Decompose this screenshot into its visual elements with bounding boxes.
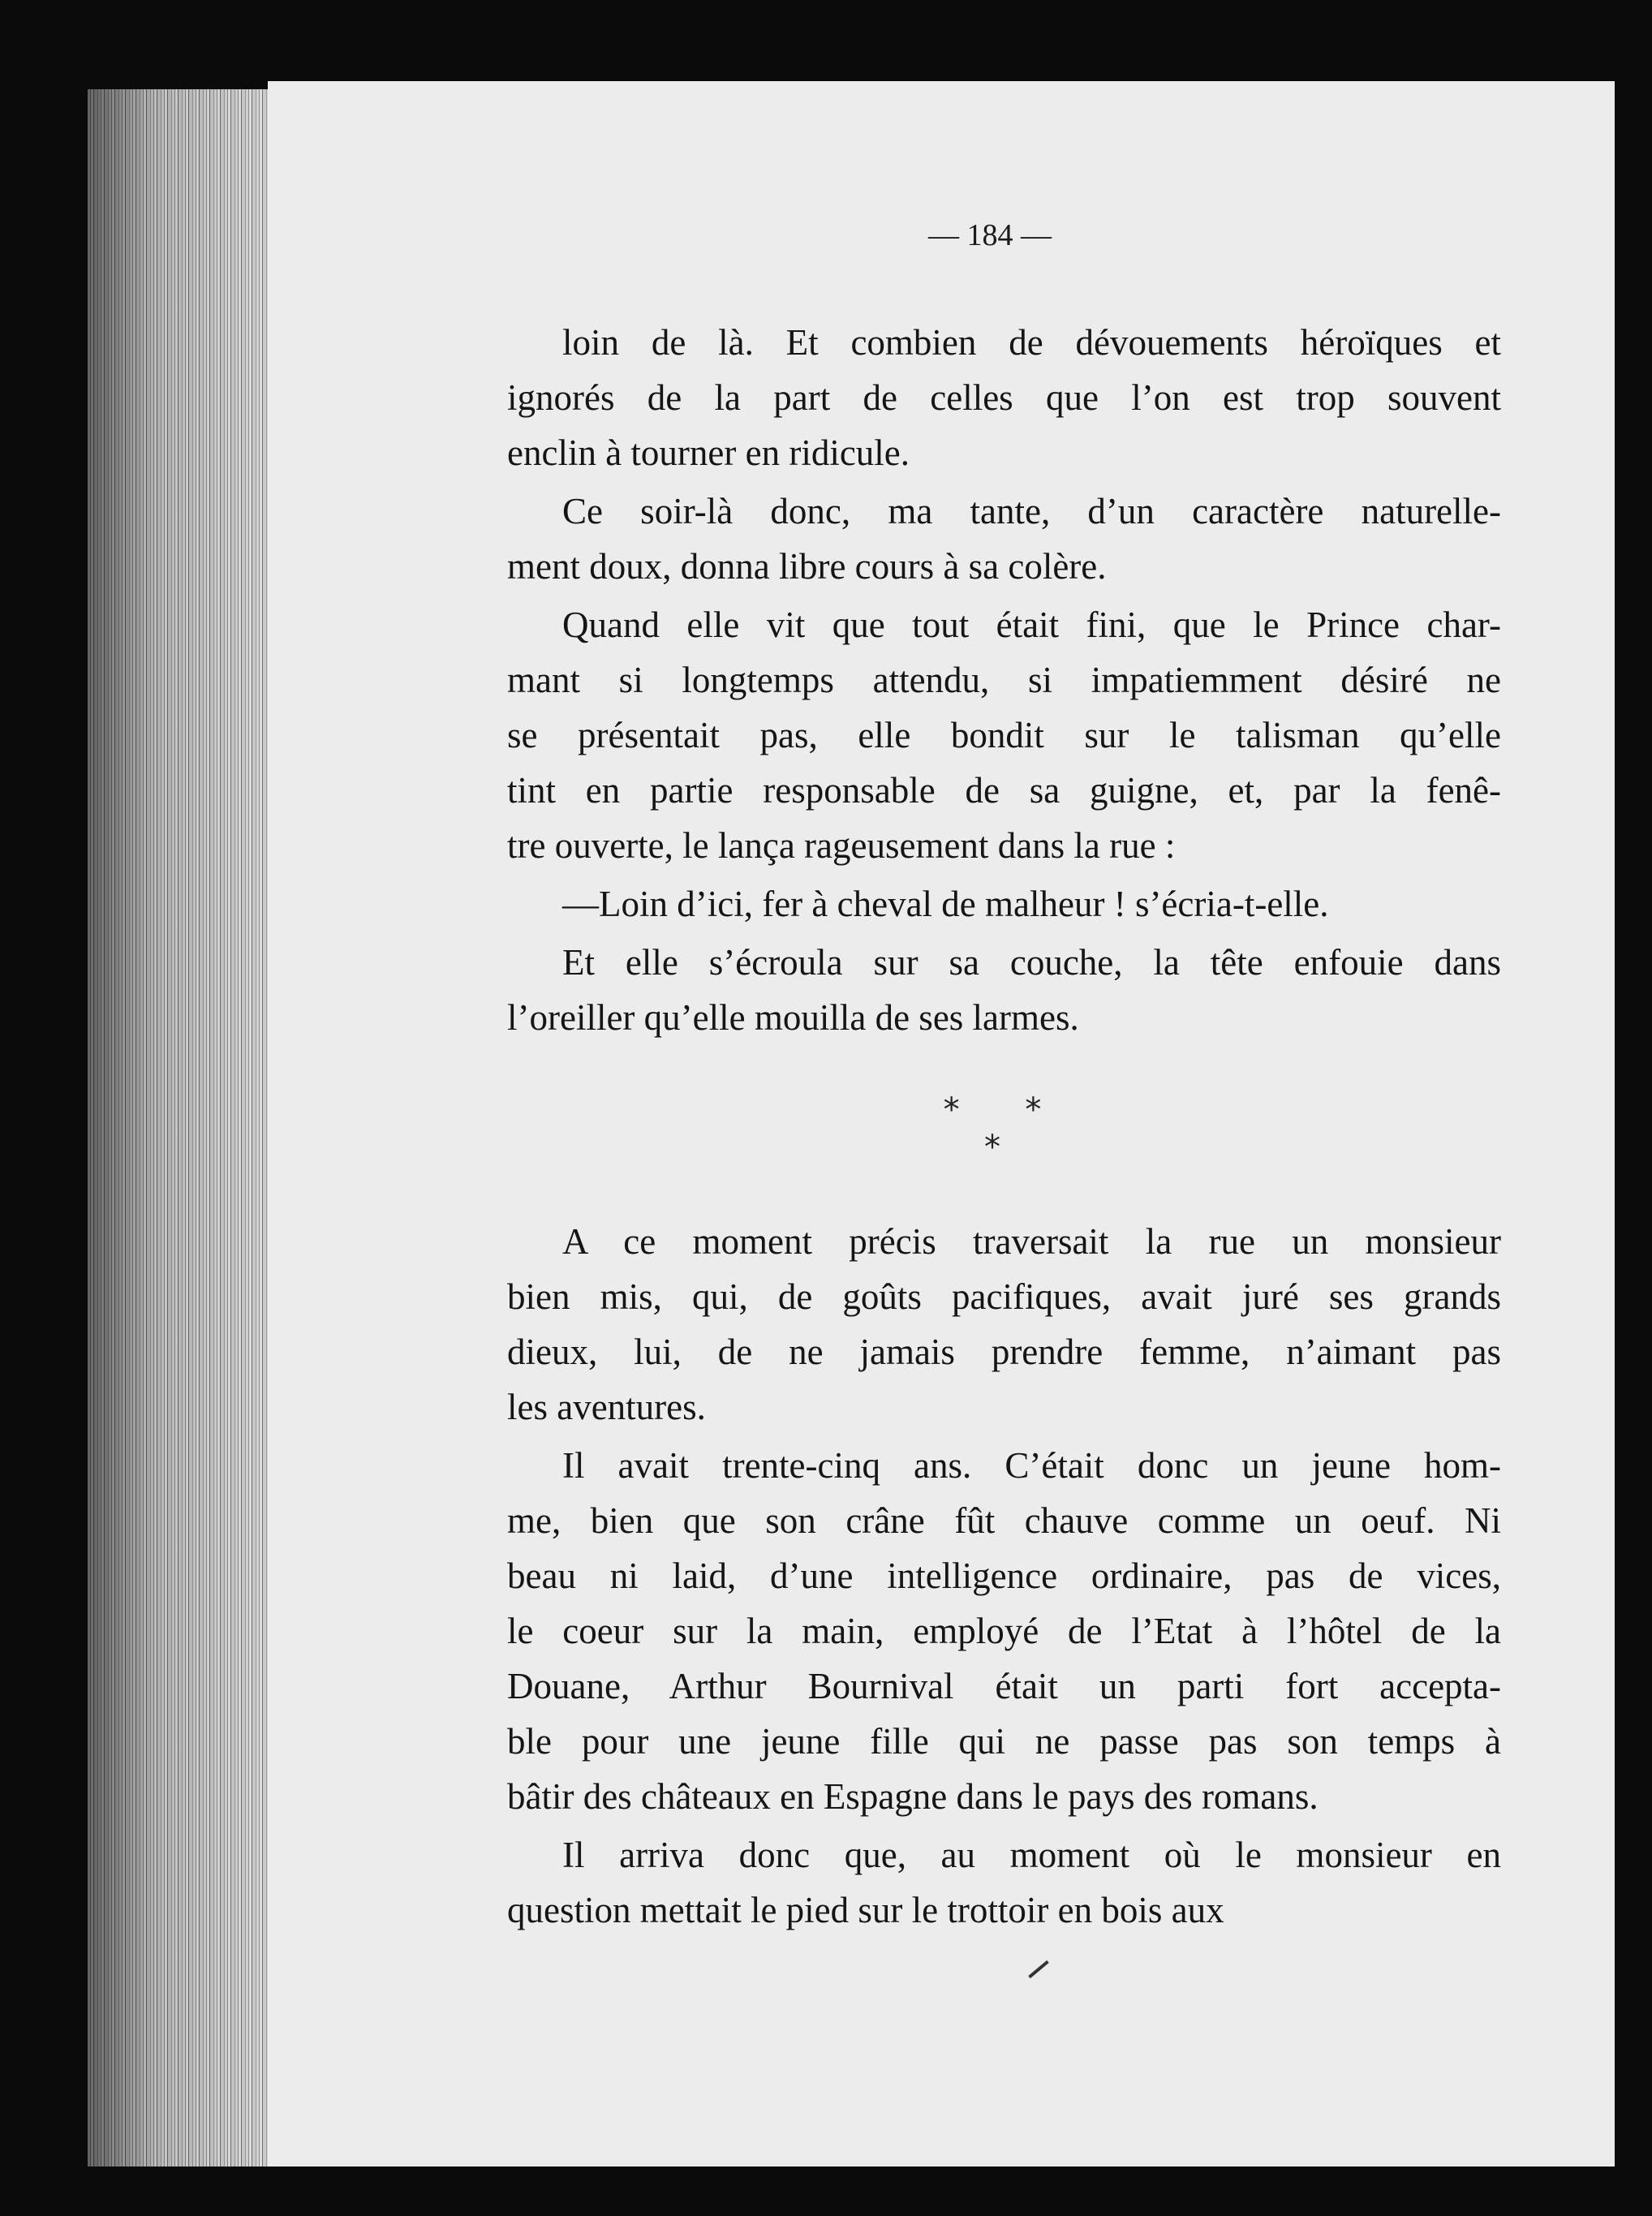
page-number: — 184 — <box>928 218 1052 252</box>
text-line: tre ouverte, le lança rageusement dans la rue : <box>507 825 1176 866</box>
page-edge-shadow <box>88 89 290 2167</box>
text-line: enclin à tourner en ridicule. <box>507 432 910 473</box>
text-line: l’oreiller qu’elle mouilla de ses larmes. <box>507 997 1079 1038</box>
text-line: Douane, Arthur Bournival était un parti fort accepta- <box>507 1666 1501 1706</box>
text-line: bâtir des châteaux en Espagne dans le pays des romans. <box>507 1776 1319 1817</box>
text-line: dieux, lui, de ne jamais prendre femme, n’aimant pas <box>507 1332 1501 1372</box>
text-line: mant si longtemps attendu, si impatiemment désiré ne <box>507 660 1501 700</box>
text-line: Quand elle vit que tout était fini, que le Prince char- <box>562 605 1501 645</box>
text-line: —Loin d’ici, fer à cheval de malheur ! s’écria-t-elle. <box>562 884 1329 924</box>
section-separator: * * * <box>943 1091 1069 1166</box>
text-line: bien mis, qui, de goûts pacifiques, avait juré ses grands <box>507 1276 1501 1317</box>
text-line: ment doux, donna libre cours à sa colère. <box>507 546 1107 587</box>
text-line: Il arriva donc que, au moment où le monsieur en <box>562 1835 1501 1875</box>
text-line: Et elle s’écroula sur sa couche, la tête enfouie dans <box>562 942 1501 983</box>
text-line: loin de là. Et combien de dévouements héroïques et <box>562 322 1501 363</box>
text-line: les aventures. <box>507 1387 706 1427</box>
text-line: le coeur sur la main, employé de l’Etat à l’hôtel de la <box>507 1611 1501 1651</box>
text-line: tint en partie responsable de sa guigne, et, par la fenê- <box>507 770 1501 811</box>
text-line: beau ni laid, d’une intelligence ordinaire, pas de vices, <box>507 1556 1501 1596</box>
text-line: Ce soir-là donc, ma tante, d’un caractère naturelle- <box>562 491 1501 531</box>
text-line: Il avait trente-cinq ans. C’était donc un jeune hom- <box>562 1445 1501 1486</box>
text-line: se présentait pas, elle bondit sur le talisman qu’elle <box>507 715 1501 755</box>
text-line: me, bien que son crâne fût chauve comme un oeuf. Ni <box>507 1500 1501 1541</box>
text-line: ble pour une jeune fille qui ne passe pas son temps à <box>507 1721 1501 1762</box>
text-line: question mettait le pied sur le trottoir en bois aux <box>507 1890 1224 1930</box>
text-line: ignorés de la part de celles que l’on est trop souvent <box>507 377 1501 418</box>
text-line: A ce moment précis traversait la rue un monsieur <box>562 1221 1501 1262</box>
